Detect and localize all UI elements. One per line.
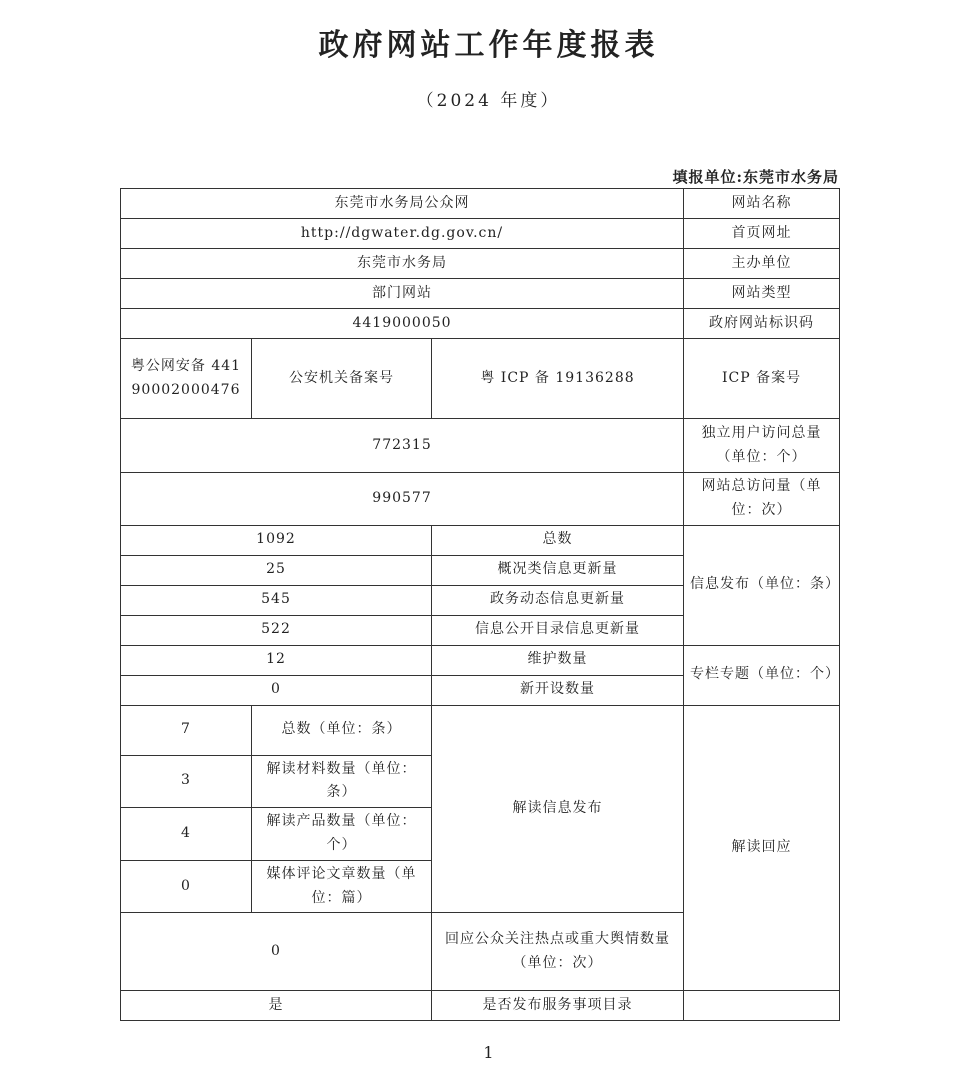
total-visits-label: 网站总访问量（单位：次）	[684, 473, 840, 526]
info-total-value: 1092	[121, 525, 432, 555]
table-row	[121, 991, 840, 1021]
table-row	[121, 419, 840, 473]
public-response-value: 0	[121, 913, 432, 991]
interp-material-value: 3	[121, 755, 252, 808]
table-row	[121, 189, 840, 219]
table-row	[121, 645, 840, 675]
media-comment-value: 0	[121, 860, 252, 913]
site-type-label: 网站类型	[684, 279, 840, 309]
table-row	[121, 309, 840, 339]
police-record-label: 公安机关备案号	[252, 339, 432, 419]
disclosure-update-value: 522	[121, 615, 432, 645]
reporting-unit: 填报单位:东莞市水务局	[672, 168, 839, 186]
disclosure-update-label: 信息公开目录信息更新量	[432, 615, 684, 645]
info-publish-label: 信息发布（单位：条）	[684, 525, 840, 645]
media-comment-label: 媒体评论文章数量（单位：篇）	[252, 860, 432, 913]
info-total-label: 总数	[432, 525, 684, 555]
table-row	[121, 473, 840, 526]
report-year: （2024 年度）	[416, 91, 561, 111]
interp-total-label: 总数（单位：条）	[252, 705, 432, 755]
interpretation-label: 解读回应	[684, 705, 840, 991]
table-row	[121, 249, 840, 279]
homepage-url-label: 首页网址	[684, 219, 840, 249]
police-record-value: 粤公网安备 44190002000476	[121, 339, 252, 419]
empty-cell	[684, 991, 840, 1021]
public-response-label: 回应公众关注热点或重大舆情数量（单位：次）	[432, 913, 684, 991]
interp-material-label: 解读材料数量（单位：条）	[252, 755, 432, 808]
site-code-label: 政府网站标识码	[684, 309, 840, 339]
table-row	[121, 525, 840, 555]
report-table	[120, 188, 840, 1021]
unique-visitors-value: 772315	[121, 419, 684, 473]
site-name-value: 东莞市水务局公众网	[121, 189, 684, 219]
icp-record-value: 粤 ICP 备 19136288	[432, 339, 684, 419]
homepage-url-value: http://dgwater.dg.gov.cn/	[121, 219, 684, 249]
gov-news-update-label: 政务动态信息更新量	[432, 585, 684, 615]
columns-new-value: 0	[121, 675, 432, 705]
interp-publish-label: 解读信息发布	[432, 705, 684, 913]
organizer-label: 主办单位	[684, 249, 840, 279]
unique-visitors-label: 独立用户访问总量（单位：个）	[684, 419, 840, 473]
columns-maintained-label: 维护数量	[432, 645, 684, 675]
service-catalog-label: 是否发布服务事项目录	[432, 991, 684, 1021]
interp-product-value: 4	[121, 808, 252, 861]
table-row	[121, 339, 840, 419]
page-number: 1	[483, 1043, 494, 1062]
interp-product-label: 解读产品数量（单位：个）	[252, 808, 432, 861]
total-visits-value: 990577	[121, 473, 684, 526]
interp-total-value: 7	[121, 705, 252, 755]
table-row	[121, 279, 840, 309]
table-row	[121, 705, 840, 755]
overview-update-label: 概况类信息更新量	[432, 555, 684, 585]
columns-label: 专栏专题（单位：个）	[684, 645, 840, 705]
report-title: 政府网站工作年度报表	[318, 28, 659, 63]
service-catalog-value: 是	[121, 991, 432, 1021]
table-row	[121, 219, 840, 249]
site-type-value: 部门网站	[121, 279, 684, 309]
site-code-value: 4419000050	[121, 309, 684, 339]
overview-update-value: 25	[121, 555, 432, 585]
site-name-label: 网站名称	[684, 189, 840, 219]
columns-new-label: 新开设数量	[432, 675, 684, 705]
icp-record-label: ICP 备案号	[684, 339, 840, 419]
organizer-value: 东莞市水务局	[121, 249, 684, 279]
gov-news-update-value: 545	[121, 585, 432, 615]
columns-maintained-value: 12	[121, 645, 432, 675]
